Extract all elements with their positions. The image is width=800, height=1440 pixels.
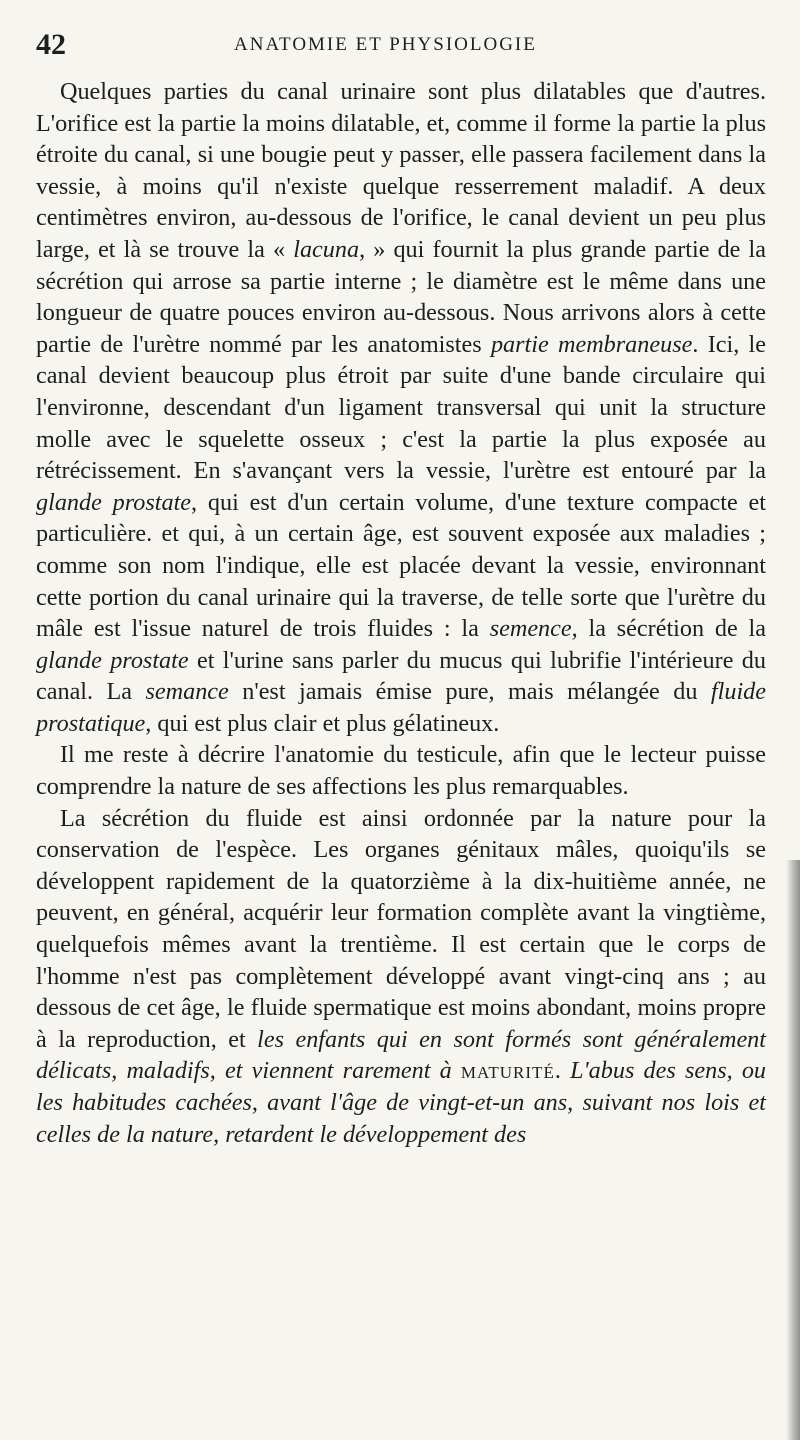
running-head: ANATOMIE ET PHYSIOLOGIE <box>234 34 537 55</box>
text-segment: , qui est d'un certain volume, d'une texture compacte et particulière. et qui, à un certain âge, est souvent exposée aux maladies ; comme son nom l'indique, elle est placée devant la vessie, environnant cette portion du canal urinaire qui la traverse, de telle sorte que l'urètre du mâle est l'issue naturel de trois fluides : la <box>36 488 766 643</box>
term-lacuna: lacuna <box>293 235 360 263</box>
text-segment: . Ici, le canal devient beaucoup plus étroit par suite d'une bande circulaire qui l'environne, descendant d'un ligament transversal qui unit la structure molle avec le squelette osseux ; c'est la partie la plus exposée au rétrécissement. En s'avançant vers la vessie, l'urètre est entouré par la <box>36 330 767 485</box>
paragraph-secretion <box>36 803 766 1151</box>
term-glande-prostate: glande prostate <box>36 646 189 674</box>
text-segment: , la sécrétion de la <box>571 615 766 643</box>
term-partie-membraneuse: partie membraneuse <box>490 330 693 358</box>
emphasis-enfants: les enfants qui en sont formés sont généralement délicats, maladifs, et viennent rarement à <box>36 1025 766 1085</box>
text-segment: La sécrétion du fluide est ainsi ordonnée par la nature pour la conservation de l'espèce. Les organes génitaux mâles, quoiqu'ils se développent rapidement de la quatorzième à la dix-huitième année, ne peuvent, en général, acquérir leur formation complète avant la vingtième, quelquefois mêmes avant la trentième. Il est certain que le corps de l'homme n'est pas complètement développé avant vingt-cinq ans ; au dessous de cet âge, le fluide spermatique est moins abondant, moins propre à la reproduction, et <box>36 804 766 1053</box>
text-segment: , qui est plus clair et plus gélatineux. <box>145 709 500 737</box>
text-segment: n'est jamais émise pure, mais mélangée du <box>228 678 711 706</box>
paragraph-canal <box>36 76 766 739</box>
text-segment: . <box>554 1057 571 1085</box>
paragraph-testicule <box>36 739 766 802</box>
text-segment: Il me reste à décrire l'anatomie du testicule, afin que le lecteur puisse comprendre la nature de ses affections les plus remarquables. <box>36 741 766 801</box>
emphasis-abus: L'abus des sens, ou les habitudes cachées, avant l'âge de vingt-et-un ans, suivant nos lois et celles de la nature, retardent le développement des <box>36 1057 767 1148</box>
page-edge-shadow <box>786 860 800 1440</box>
body-text <box>36 76 766 1150</box>
term-glande-prostate: glande prostate <box>36 488 192 516</box>
text-segment: Quelques parties du canal urinaire sont plus dilatables que d'autres. L'orifice est la partie la moins dilatable, et, comme il forme la partie la plus étroite du canal, si une bougie peut y passer, elle passera facilement dans la vessie, à moins qu'il n'existe quelque resserrement maladif. A deux centimètres environ, au-dessous de l'orifice, le canal devient un peu plus large, et là se trouve la « <box>36 78 766 263</box>
term-fluide-prostatique: fluide prostatique <box>36 678 766 737</box>
page-number: 42 <box>36 28 66 61</box>
text-segment: et l'urine sans parler du mucus qui lubrifie l'intérieure du canal. La <box>36 646 766 706</box>
term-semance: semance <box>145 678 229 706</box>
text-segment: , » qui fournit la plus grande partie de la sécrétion qui arrose sa partie interne ; le diamètre est le même dans une longueur de quatre pouces environ au-dessous. Nous arrivons alors à cette partie de l'urètre nommé par les anatomistes <box>36 235 766 358</box>
term-semence: semence <box>489 615 572 643</box>
term-maturite: maturité <box>460 1057 555 1085</box>
